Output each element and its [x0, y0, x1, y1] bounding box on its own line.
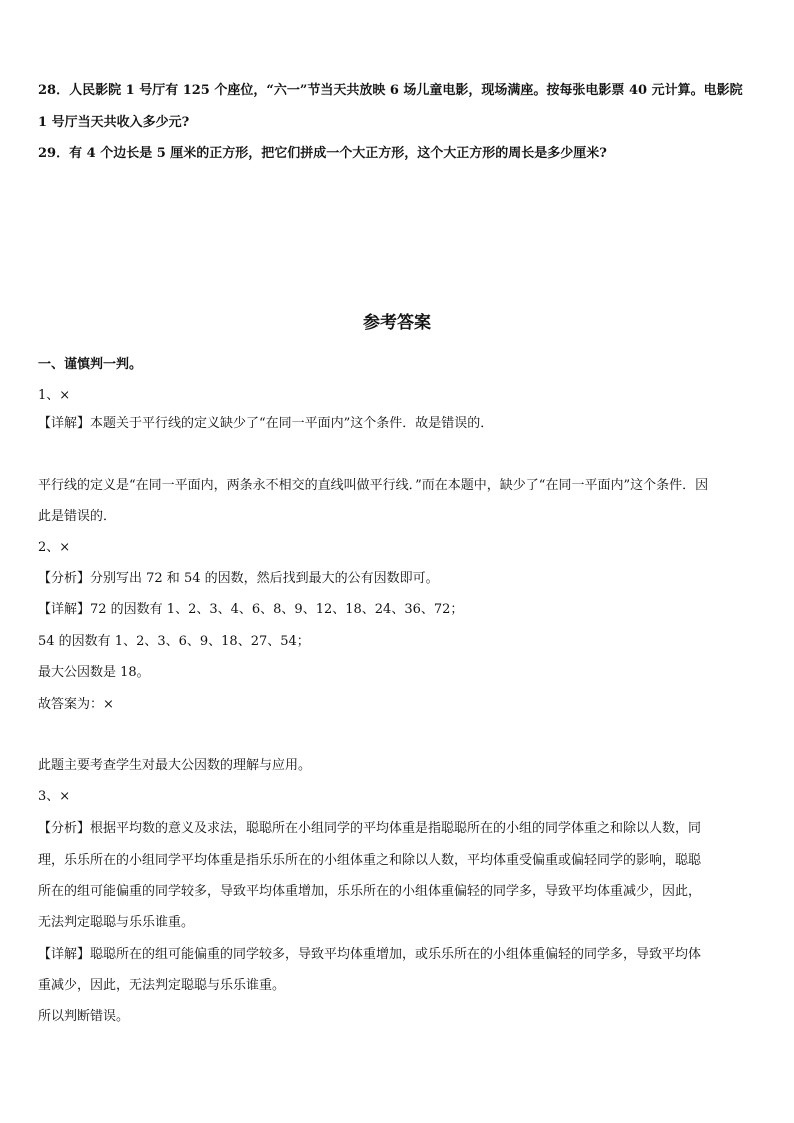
- answer-1-detail: 【详解】本题关于平行线的定义缺少了“在同一平面内”这个条件．故是错误的．: [38, 416, 494, 431]
- answer-2-gcd: 最大公因数是 18。: [38, 665, 150, 680]
- section-1-heading: 一、谨慎判一判。: [38, 357, 143, 372]
- answer-2-factors-54: 54 的因数有 1、2、3、6、9、18、27、54；: [38, 634, 310, 649]
- question-28-line-1: 28．人民影院 1 号厅有 125 个座位，“六一”节当天共放映 6 场儿童电影，现场满座。按每张电影票 40 元计算。电影院: [38, 83, 743, 98]
- answer-3-analysis-line-1: 【分析】根据平均数的意义及求法，聪聪所在小组同学的平均体重是指聪聪所在的小组的同学体重之和除以人数，同: [38, 821, 702, 836]
- answer-2-analysis: 【分析】分别写出 72 和 54 的因数，然后找到最大的公有因数即可。: [38, 571, 439, 586]
- answer-3-detail-line-2: 重减少，因此，无法判定聪聪与乐乐谁重。: [38, 978, 286, 993]
- answer-2-detail: 【详解】72 的因数有 1、2、3、4、6、8、9、12、18、24、36、72；: [38, 602, 464, 617]
- answer-3-conclusion: 所以判断错误。: [38, 1009, 130, 1024]
- question-28-line-2: 1 号厅当天共收入多少元?: [38, 115, 190, 130]
- answer-3-analysis-line-2: 理，乐乐所在的小组同学平均体重是指乐乐所在的小组体重之和除以人数，平均体重受偏重或偏轻同学的影响，聪聪: [38, 853, 702, 868]
- answer-2-comment: 此题主要考查学生对最大公因数的理解与应用。: [38, 758, 312, 773]
- answer-2-number: 2、×: [38, 540, 71, 555]
- answers-title: 参考答案: [363, 313, 431, 333]
- answer-1-explanation-line-2: 此是错误的．: [38, 509, 117, 524]
- question-29: 29．有 4 个边长是 5 厘米的正方形，把它们拼成一个大正方形，这个大正方形的周长是多少厘米?: [38, 146, 607, 161]
- answer-1-explanation-line-1: 平行线的定义是“在同一平面内，两条永不相交的直线叫做平行线．”而在本题中，缺少了“在同一平面内”这个条件．因: [38, 478, 709, 493]
- answer-3-detail-line-1: 【详解】聪聪所在的组可能偏重的同学较多，导致平均体重增加，或乐乐所在的小组体重偏轻的同学多，导致平均体: [38, 947, 702, 962]
- answer-3-number: 3、×: [38, 789, 71, 804]
- answer-3-analysis-line-3: 所在的组可能偏重的同学较多，导致平均体重增加，乐乐所在的小组体重偏轻的同学多，导致平均体重减少，因此，: [38, 884, 702, 899]
- answer-1-number: 1、×: [38, 388, 71, 403]
- answer-2-result: 故答案为：×: [38, 697, 114, 712]
- answer-3-analysis-line-4: 无法判定聪聪与乐乐谁重。: [38, 915, 195, 930]
